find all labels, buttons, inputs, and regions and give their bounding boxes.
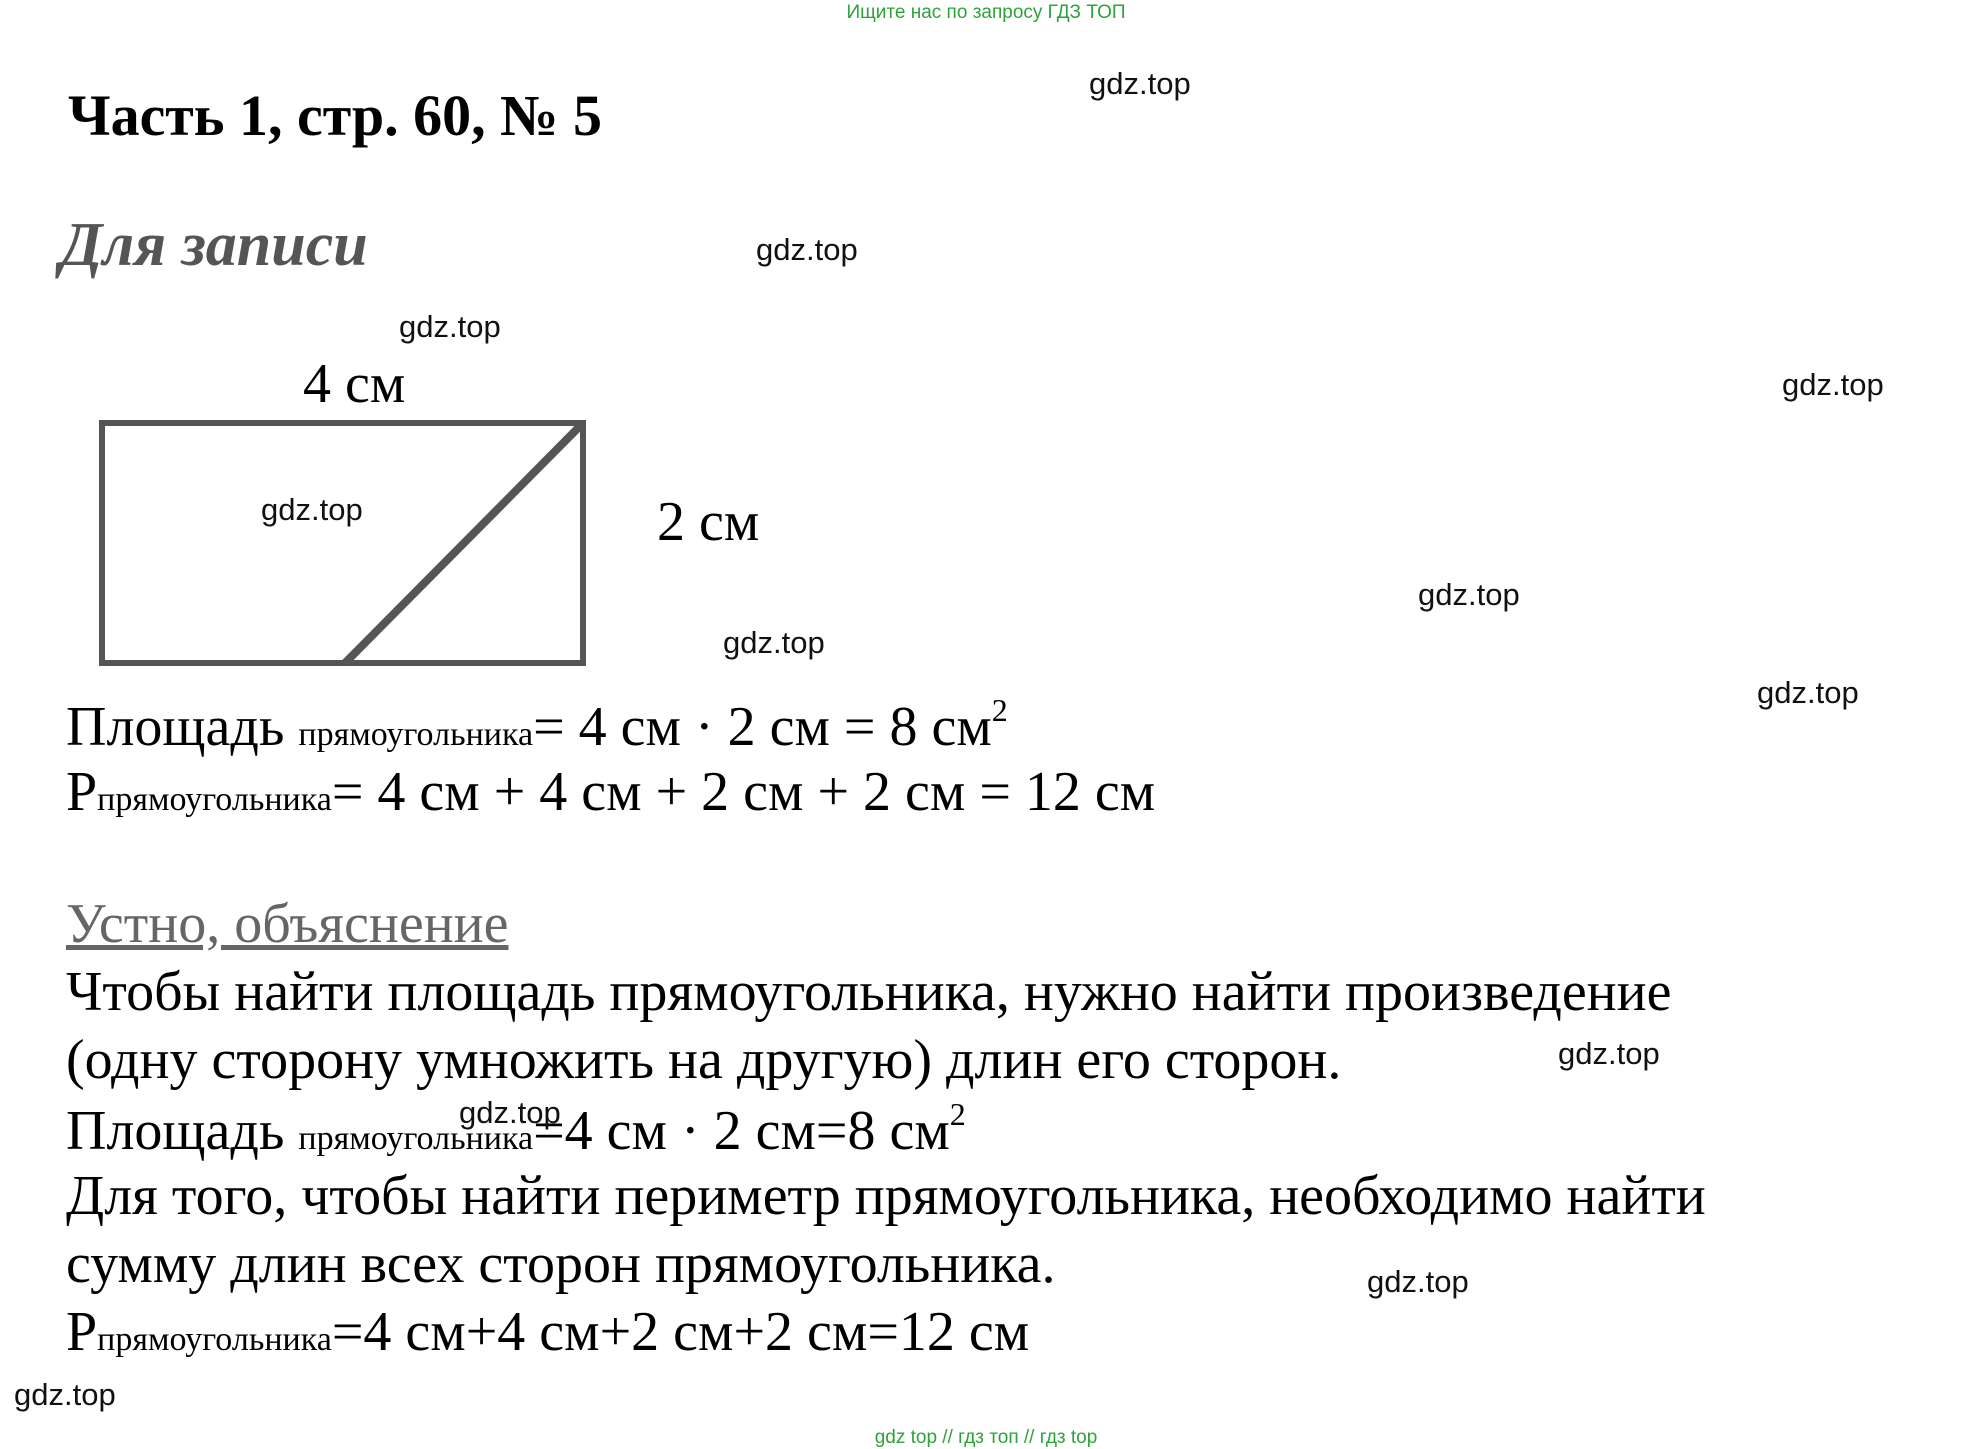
- area-word: Площадь: [66, 696, 299, 758]
- watermark: gdz.top: [261, 492, 363, 527]
- footer: gdz top // гдз топ // гдз top: [874, 1427, 1098, 1448]
- oral-area-subscript: прямоугольника: [298, 1120, 534, 1157]
- height-label: 2 см: [657, 491, 760, 553]
- watermark: gdz.top: [1558, 1036, 1660, 1071]
- oral-perimeter-expression: =4 см+4 см+2 см+2 см=12 см: [331, 1301, 1030, 1363]
- watermark: gdz.top: [1367, 1264, 1469, 1299]
- perimeter-word: Р: [66, 761, 98, 823]
- section-title-record: Для записи: [60, 211, 368, 279]
- oral-perimeter-subscript: прямоугольника: [97, 1321, 332, 1358]
- area-expression: = 4 см · 2 см = 8 см: [533, 696, 992, 758]
- top-banner: Ищите нас по запросу ГДЗ ТОП: [846, 2, 1126, 23]
- watermark: gdz.top: [1089, 66, 1191, 101]
- rectangle-shape: [102, 423, 583, 663]
- area-superscript: 2: [991, 692, 1008, 728]
- area-formula: [66, 692, 1008, 759]
- oral-area-word: Площадь: [66, 1100, 299, 1162]
- section-title-oral: Устно, объяснение: [66, 893, 509, 955]
- oral-line-2: (одну сторону умножить на другую) длин его сторон.: [66, 1029, 1342, 1091]
- page-title: Часть 1, стр. 60, № 5: [68, 83, 602, 148]
- watermark: gdz.top: [1757, 675, 1859, 710]
- rectangle-diagonal-cut: [345, 423, 583, 663]
- watermark: gdz.top: [756, 232, 858, 267]
- oral-line-4: Для того, чтобы найти периметр прямоугольника, необходимо найти: [66, 1165, 1706, 1227]
- watermark: gdz.top: [1782, 367, 1884, 402]
- oral-area-superscript: 2: [949, 1096, 966, 1132]
- width-label: 4 см: [303, 353, 406, 415]
- perimeter-subscript: прямоугольника: [97, 781, 332, 818]
- perimeter-formula: [66, 760, 1155, 824]
- watermark: gdz.top: [459, 1095, 561, 1130]
- watermark: gdz.top: [1418, 577, 1520, 612]
- area-subscript: прямоугольника: [298, 716, 534, 753]
- oral-perimeter-word: Р: [66, 1301, 98, 1363]
- watermark: gdz.top: [723, 625, 825, 660]
- watermark: gdz.top: [14, 1377, 116, 1412]
- oral-line-1: Чтобы найти площадь прямоугольника, нужно найти произведение: [66, 961, 1672, 1023]
- oral-area-expression: =4 см · 2 см=8 см: [533, 1100, 950, 1162]
- oral-perimeter-formula: [66, 1300, 1029, 1364]
- oral-line-5: сумму длин всех сторон прямоугольника.: [66, 1233, 1056, 1295]
- watermark: gdz.top: [399, 309, 501, 344]
- perimeter-expression: = 4 см + 4 см + 2 см + 2 см = 12 см: [331, 761, 1156, 823]
